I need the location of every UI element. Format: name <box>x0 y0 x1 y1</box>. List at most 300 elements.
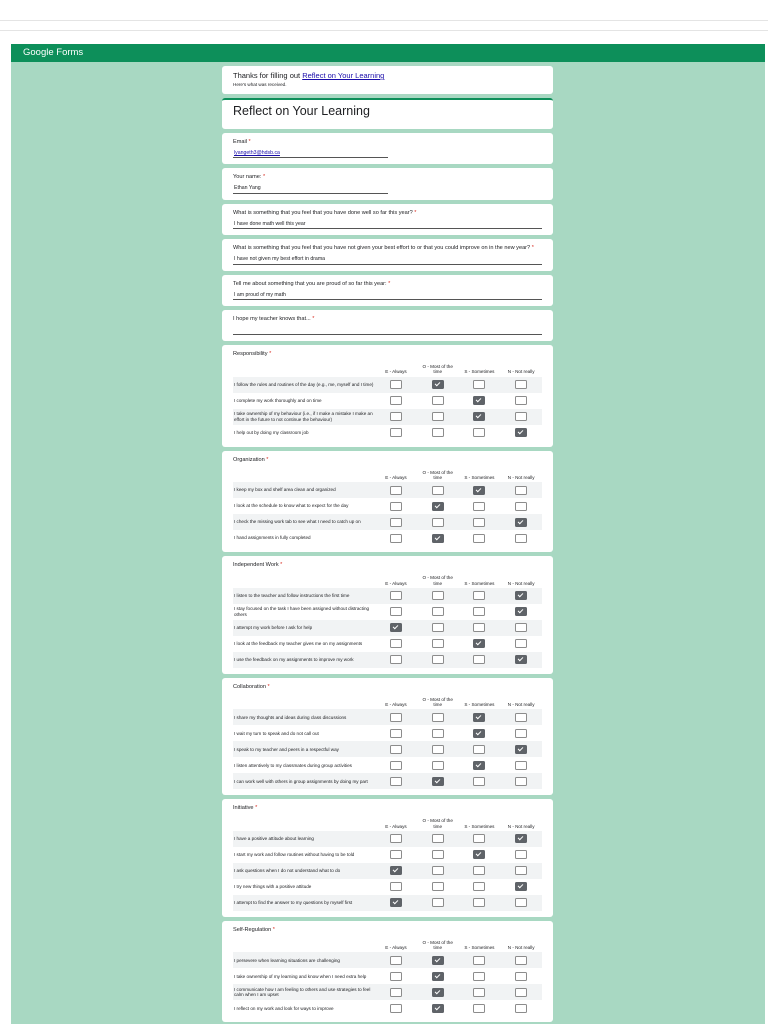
grid-cell <box>417 530 459 546</box>
checkbox[interactable] <box>515 396 527 405</box>
row-label: I take ownership of my learning and know when I need extra help <box>234 973 367 979</box>
grid-cell <box>417 482 459 498</box>
grid-cell <box>375 482 417 498</box>
checkbox[interactable] <box>473 396 485 405</box>
received-note: Here's what was received. <box>233 82 287 88</box>
grid-cell <box>417 425 459 441</box>
grid-row <box>233 530 542 546</box>
checkbox[interactable] <box>515 428 527 437</box>
checkbox[interactable] <box>390 623 402 632</box>
grid-cell <box>500 757 542 773</box>
column-header: S - Sometimes <box>464 369 495 375</box>
thanks-message: Thanks for filling out Reflect on Your Learning <box>233 71 385 80</box>
column-header: S - Sometimes <box>464 823 495 829</box>
question-label <box>233 457 542 464</box>
grid-header-row <box>233 468 542 483</box>
grid-corner <box>233 816 375 831</box>
grid-corner <box>233 573 375 588</box>
checkbox[interactable] <box>432 396 444 405</box>
checkbox[interactable] <box>432 623 444 632</box>
checkbox[interactable] <box>515 834 527 843</box>
grid-cell <box>459 498 501 514</box>
grid-row <box>233 831 542 847</box>
checkbox[interactable] <box>515 380 527 389</box>
grid-cell <box>500 709 542 725</box>
column-header: S - Sometimes <box>464 945 495 951</box>
grid-row <box>233 863 542 879</box>
checkbox[interactable] <box>432 882 444 891</box>
checkbox[interactable] <box>473 866 485 875</box>
checkbox[interactable] <box>473 834 485 843</box>
checkbox[interactable] <box>515 502 527 511</box>
question-label <box>233 281 542 288</box>
checkbox[interactable] <box>515 534 527 543</box>
row-label: I listen to the teacher and follow instructions the first time <box>234 593 350 599</box>
checkbox-grid <box>233 816 542 911</box>
checkbox[interactable] <box>515 518 527 527</box>
grid-cell <box>500 425 542 441</box>
grid-cell <box>375 757 417 773</box>
checkbox[interactable] <box>432 850 444 859</box>
checkbox[interactable] <box>432 412 444 421</box>
checkbox[interactable] <box>432 972 444 981</box>
grid-cell <box>459 773 501 789</box>
checkbox[interactable] <box>515 729 527 738</box>
column-header: N - Not really <box>507 580 535 586</box>
row-label: I try new things with a positive attitude <box>234 884 312 890</box>
checkbox[interactable] <box>473 972 485 981</box>
checkbox[interactable] <box>432 834 444 843</box>
checkbox[interactable] <box>515 412 527 421</box>
grid-corner <box>233 938 375 953</box>
grid-cell <box>459 409 501 425</box>
grid-cell <box>459 757 501 773</box>
browser-divider-bottom <box>0 30 768 31</box>
grid-cell <box>375 588 417 604</box>
column-header: N - Not really <box>507 823 535 829</box>
checkbox[interactable] <box>473 412 485 421</box>
checkbox[interactable] <box>390 607 402 616</box>
column-header: O - Most of the time <box>422 469 453 480</box>
grid-cell <box>459 393 501 409</box>
text-questions <box>222 133 553 341</box>
checkbox[interactable] <box>390 655 402 664</box>
checkbox[interactable] <box>432 761 444 770</box>
checkbox[interactable] <box>473 713 485 722</box>
grid-cell <box>417 1000 459 1016</box>
grid-cell <box>500 1000 542 1016</box>
checkbox[interactable] <box>473 850 485 859</box>
row-label: I check the missing work tab to see what I need to catch up on <box>234 519 361 525</box>
grid-cell <box>417 879 459 895</box>
grid-header-row <box>233 938 542 953</box>
grid-cell <box>417 620 459 636</box>
question-card-teacher <box>222 310 553 341</box>
grid-cell <box>500 530 542 546</box>
question-text: Organization <box>233 456 265 463</box>
answer-done-well: I have done math well this year <box>233 221 542 230</box>
checkbox[interactable] <box>432 502 444 511</box>
row-label: I speak to my teacher and peers in a respectful way <box>234 746 339 752</box>
grid-cell <box>459 741 501 757</box>
checkbox[interactable] <box>515 850 527 859</box>
grid-cell <box>500 620 542 636</box>
grid-corner <box>233 468 375 483</box>
grid-cell <box>459 482 501 498</box>
grid-row <box>233 482 542 498</box>
row-label: I start my work and follow routines without having to be told <box>234 852 355 858</box>
column-header: O - Most of the time <box>422 364 453 375</box>
row-label: I follow the rules and routines of the day (e.g., me, myself and I time) <box>234 381 374 387</box>
checkbox[interactable] <box>473 591 485 600</box>
grid-corner <box>233 362 375 377</box>
checkbox[interactable] <box>473 639 485 648</box>
column-header: N - Not really <box>507 369 535 375</box>
grid-cell <box>375 1000 417 1016</box>
required-asterisk: * <box>412 209 417 216</box>
column-header: E - Always <box>385 702 407 708</box>
checkbox[interactable] <box>390 834 402 843</box>
question-label <box>233 316 542 323</box>
row-label: I communicate how I am feeling to others and use strategies to feel calm when I am upset <box>234 986 371 998</box>
question-label <box>233 174 542 181</box>
grid-cell <box>417 588 459 604</box>
question-text: Tell me about something that you are proud of so far this year: <box>233 280 387 287</box>
grid-cell <box>459 984 501 1000</box>
checkbox[interactable] <box>473 518 485 527</box>
column-header: S - Sometimes <box>464 702 495 708</box>
grid-cell <box>459 968 501 984</box>
grid-cell <box>459 604 501 620</box>
checkbox[interactable] <box>515 956 527 965</box>
grid-row <box>233 968 542 984</box>
grid-row <box>233 895 542 911</box>
checkbox[interactable] <box>473 729 485 738</box>
row-label: I persevere when learning situations are challenging <box>234 957 340 963</box>
checkbox[interactable] <box>473 1004 485 1013</box>
row-label: I ask questions when I do not understand what to do <box>234 868 341 874</box>
row-label: I complete my work thoroughly and on time <box>234 397 322 403</box>
checkbox[interactable] <box>515 655 527 664</box>
checkbox[interactable] <box>390 777 402 786</box>
checkbox[interactable] <box>432 988 444 997</box>
row-label: I use the feedback on my assignments to improve my work <box>234 657 354 663</box>
required-asterisk: * <box>267 351 272 358</box>
answer-teacher-empty <box>233 325 542 335</box>
grid-cell <box>375 393 417 409</box>
checkbox[interactable] <box>432 534 444 543</box>
grid-row <box>233 725 542 741</box>
grid-cell <box>459 847 501 863</box>
grid-cell <box>500 773 542 789</box>
checkbox[interactable] <box>390 591 402 600</box>
checkbox[interactable] <box>515 591 527 600</box>
checkbox-grid <box>233 938 542 1017</box>
thanks-card <box>222 66 553 94</box>
checkbox[interactable] <box>432 607 444 616</box>
grid-cell <box>375 620 417 636</box>
checkbox-grid <box>233 695 542 790</box>
grid-cell <box>459 377 501 393</box>
checkbox[interactable] <box>432 713 444 722</box>
grid-cell <box>459 425 501 441</box>
checkbox[interactable] <box>473 777 485 786</box>
grid-cell <box>500 514 542 530</box>
column-header: N - Not really <box>507 702 535 708</box>
checkbox[interactable] <box>390 1004 402 1013</box>
required-asterisk: * <box>278 562 283 569</box>
checkbox[interactable] <box>432 486 444 495</box>
row-label: I have a positive attitude about learning <box>234 836 314 842</box>
grid-cell <box>459 863 501 879</box>
question-text: I hope my teacher knows that... <box>233 316 311 323</box>
grid-cell <box>500 409 542 425</box>
required-asterisk: * <box>530 245 534 252</box>
required-asterisk: * <box>247 138 251 145</box>
grid-cell <box>459 636 501 652</box>
column-header: O - Most of the time <box>422 939 453 951</box>
checkbox[interactable] <box>515 761 527 770</box>
checkbox[interactable] <box>390 380 402 389</box>
grid-cell <box>500 879 542 895</box>
grid-row <box>233 847 542 863</box>
checkbox[interactable] <box>390 898 402 907</box>
grid-row <box>233 425 542 441</box>
grid-row <box>233 984 542 1000</box>
checkbox[interactable] <box>515 607 527 616</box>
checkbox[interactable] <box>515 866 527 875</box>
checkbox[interactable] <box>432 777 444 786</box>
email-link[interactable]: lyangeth3@hdsb.ca <box>234 149 280 156</box>
grid-cell <box>417 393 459 409</box>
checkbox-grid <box>233 362 542 441</box>
checkbox[interactable] <box>432 729 444 738</box>
row-label: I attempt to find the answer to my questions by myself first <box>234 900 353 906</box>
grid-cell <box>375 652 417 668</box>
grid-row <box>233 604 542 620</box>
checkbox[interactable] <box>390 486 402 495</box>
checkbox[interactable] <box>390 745 402 754</box>
form-link[interactable]: Reflect on Your Learning <box>302 71 385 80</box>
checkbox[interactable] <box>515 1004 527 1013</box>
checkbox[interactable] <box>473 623 485 632</box>
checkbox[interactable] <box>390 412 402 421</box>
answer-improve: I have not given my best effort in drama <box>233 256 542 265</box>
column-header: S - Sometimes <box>464 580 495 586</box>
grid-cell <box>375 604 417 620</box>
checkbox[interactable] <box>432 898 444 907</box>
checkbox[interactable] <box>473 428 485 437</box>
grid-row <box>233 757 542 773</box>
grid-cell <box>500 652 542 668</box>
form-column <box>222 66 553 1026</box>
grid-cell <box>459 652 501 668</box>
grid-row <box>233 952 542 968</box>
grid-cell <box>375 377 417 393</box>
brand-logo[interactable]: Google Forms <box>23 47 84 58</box>
column-header: E - Always <box>385 580 407 586</box>
column-header: N - Not really <box>507 474 535 480</box>
question-text: Independent Work <box>233 562 279 569</box>
grid-card-independent-work <box>222 556 553 674</box>
grid-cell <box>417 968 459 984</box>
checkbox[interactable] <box>432 1004 444 1013</box>
checkbox[interactable] <box>473 956 485 965</box>
row-label: I help out by doing my classroom job <box>234 429 309 435</box>
checkbox[interactable] <box>390 866 402 875</box>
grid-cell <box>500 636 542 652</box>
checkbox[interactable] <box>473 745 485 754</box>
grid-cell <box>375 741 417 757</box>
row-label: I take ownership of my behaviour (i.e., if I make a mistake I make an effort in the future to not continue the behaviour) <box>234 411 373 422</box>
grid-cell <box>500 482 542 498</box>
grid-row <box>233 409 542 425</box>
checkbox[interactable] <box>390 713 402 722</box>
checkbox[interactable] <box>390 639 402 648</box>
question-card-done-well <box>222 204 553 235</box>
grid-cell <box>459 952 501 968</box>
question-text: Self-Regulation <box>233 926 272 933</box>
grid-row <box>233 588 542 604</box>
grid-cell <box>417 636 459 652</box>
row-label: I reflect on my work and look for ways to improve <box>234 1005 334 1011</box>
checkbox[interactable] <box>473 607 485 616</box>
grid-row <box>233 393 542 409</box>
grid-row <box>233 652 542 668</box>
checkbox[interactable] <box>432 518 444 527</box>
question-text: Email <box>233 138 247 145</box>
checkbox[interactable] <box>390 850 402 859</box>
required-asterisk: * <box>265 683 270 690</box>
checkbox[interactable] <box>515 486 527 495</box>
grid-cell <box>459 725 501 741</box>
row-label: I attempt my work before I ask for help <box>234 625 313 631</box>
checkbox[interactable] <box>473 534 485 543</box>
checkbox[interactable] <box>473 761 485 770</box>
grid-cell <box>500 831 542 847</box>
grid-cell <box>375 725 417 741</box>
checkbox[interactable] <box>390 729 402 738</box>
checkbox[interactable] <box>432 956 444 965</box>
grid-cell <box>500 741 542 757</box>
checkbox[interactable] <box>473 898 485 907</box>
checkbox[interactable] <box>515 713 527 722</box>
grid-cell <box>417 847 459 863</box>
row-label: I stay focused on the task I have been assigned without distracting others <box>234 606 370 617</box>
question-text: What is something that you feel that you have not given your best effort to or that you could improve on in the new year? <box>233 245 531 252</box>
grid-row <box>233 636 542 652</box>
checkbox[interactable] <box>390 988 402 997</box>
row-label: I hand assignments in fully completed <box>234 535 311 541</box>
grid-questions <box>222 345 553 1022</box>
checkbox[interactable] <box>390 502 402 511</box>
question-label <box>233 210 542 217</box>
checkbox[interactable] <box>515 972 527 981</box>
question-label <box>233 139 542 146</box>
row-label: I look at the schedule to know what to expect for the day <box>234 503 349 509</box>
checkbox[interactable] <box>432 428 444 437</box>
checkbox[interactable] <box>390 428 402 437</box>
grid-cell <box>500 968 542 984</box>
grid-cell <box>375 952 417 968</box>
column-header: N - Not really <box>507 945 535 951</box>
grid-cell <box>417 377 459 393</box>
grid-cell <box>417 984 459 1000</box>
grid-cell <box>500 984 542 1000</box>
checkbox[interactable] <box>515 898 527 907</box>
grid-cell <box>375 514 417 530</box>
checkbox[interactable] <box>473 502 485 511</box>
checkbox[interactable] <box>515 639 527 648</box>
checkbox[interactable] <box>473 882 485 891</box>
question-text: What is something that you feel that you have done well so far this year? <box>233 209 413 216</box>
question-label <box>233 684 542 691</box>
checkbox[interactable] <box>473 380 485 389</box>
checkbox[interactable] <box>432 866 444 875</box>
grid-row <box>233 514 542 530</box>
checkbox[interactable] <box>390 956 402 965</box>
grid-corner <box>233 695 375 710</box>
checkbox[interactable] <box>473 486 485 495</box>
grid-cell <box>375 425 417 441</box>
form-title-card <box>222 98 553 129</box>
checkbox[interactable] <box>432 380 444 389</box>
row-label: I keep my box and shelf area clean and organized <box>234 487 336 493</box>
checkbox[interactable] <box>432 745 444 754</box>
column-header: O - Most of the time <box>422 575 453 586</box>
grid-cell <box>459 530 501 546</box>
grid-cell <box>375 831 417 847</box>
row-label: I look at the feedback my teacher gives me on my assignments <box>234 641 363 647</box>
checkbox[interactable] <box>473 655 485 664</box>
grid-cell <box>417 741 459 757</box>
grid-cell <box>500 377 542 393</box>
checkbox[interactable] <box>390 534 402 543</box>
checkbox[interactable] <box>515 988 527 997</box>
checkbox[interactable] <box>473 988 485 997</box>
question-card-proud <box>222 275 553 306</box>
grid-cell <box>500 498 542 514</box>
grid-row <box>233 709 542 725</box>
grid-cell <box>417 952 459 968</box>
question-card-email <box>222 133 553 164</box>
checkbox[interactable] <box>432 655 444 664</box>
grid-row <box>233 620 542 636</box>
grid-header-row <box>233 816 542 831</box>
question-label <box>233 351 542 358</box>
checkbox[interactable] <box>515 623 527 632</box>
checkbox[interactable] <box>390 518 402 527</box>
column-header: S - Sometimes <box>464 474 495 480</box>
checkbox[interactable] <box>432 591 444 600</box>
checkbox[interactable] <box>515 777 527 786</box>
checkbox[interactable] <box>390 882 402 891</box>
grid-cell <box>375 847 417 863</box>
checkbox[interactable] <box>390 396 402 405</box>
grid-cell <box>459 709 501 725</box>
grid-cell <box>375 879 417 895</box>
checkbox[interactable] <box>432 639 444 648</box>
required-asterisk: * <box>261 174 266 181</box>
checkbox[interactable] <box>390 972 402 981</box>
question-card-name <box>222 168 553 199</box>
checkbox[interactable] <box>390 761 402 770</box>
grid-cell <box>459 879 501 895</box>
checkbox[interactable] <box>515 745 527 754</box>
checkbox[interactable] <box>515 882 527 891</box>
answer-email <box>233 150 388 159</box>
required-asterisk: * <box>386 280 391 287</box>
